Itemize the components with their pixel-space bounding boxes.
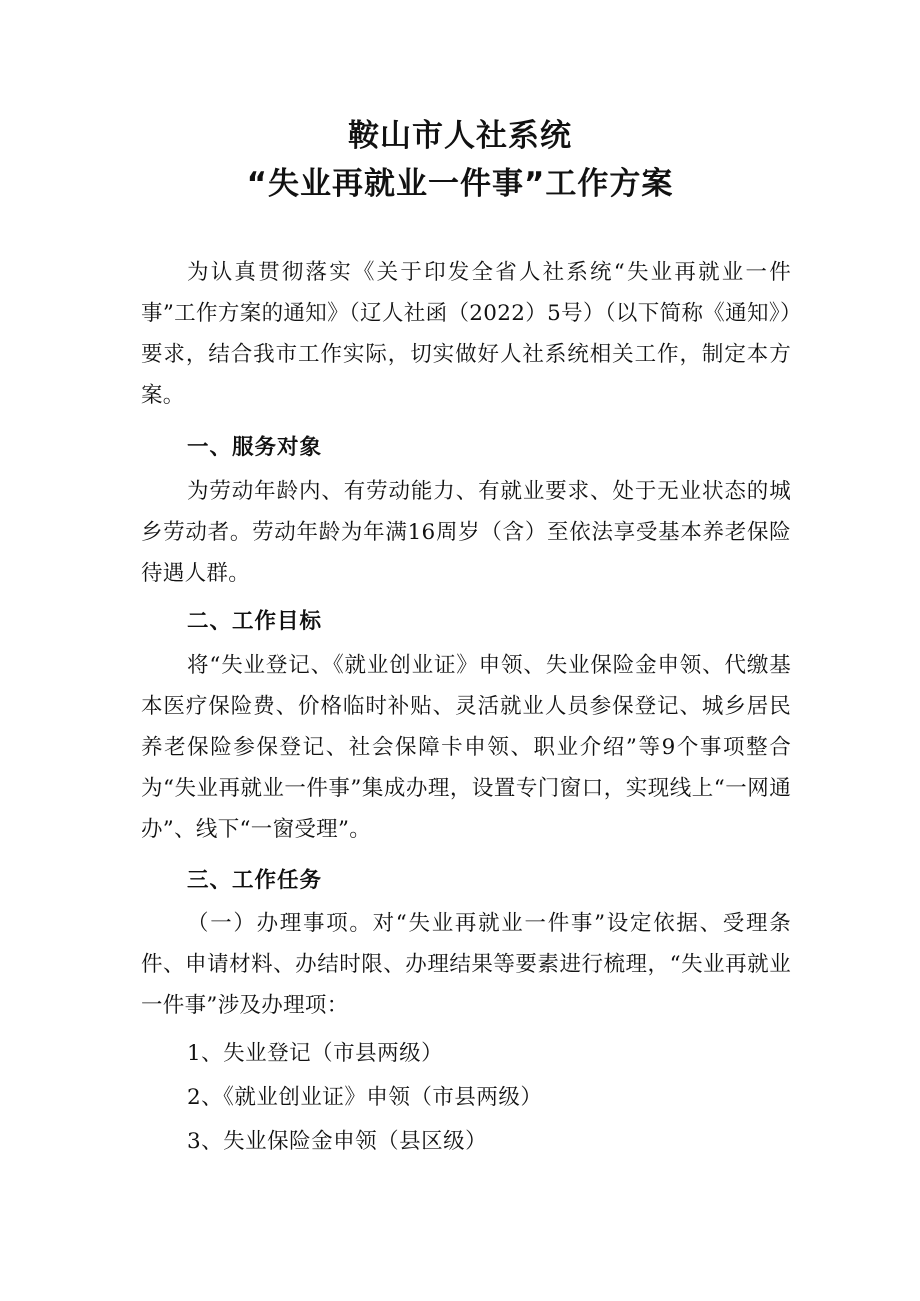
section-heading-service-target: 一、服务对象	[187, 435, 323, 460]
intro-paragraph: 为认真贯彻落实《关于印发全省人社系统“失业再就业一件事”工作方案的通知》（辽人社函（2022）5号）（以下简称《通知》）要求，结合我市工作实际，切实做好人社系统相关工作，制定本方案。	[141, 260, 791, 408]
document-title-line1: 鞍山市人社系统	[348, 118, 572, 154]
section-heading-work-tasks: 三、工作任务	[187, 868, 323, 893]
document-title-line2: “失业再就业一件事”工作方案	[246, 166, 674, 202]
section-heading-work-goal: 二、工作目标	[187, 609, 323, 634]
list-item: 3、失业保险金申领（县区级）	[187, 1129, 488, 1154]
list-item: 2、《就业创业证》申领（市县两级）	[187, 1085, 543, 1110]
section-paragraph-work-tasks: （一）办理事项。对“失业再就业一件事”设定依据、受理条件、申请材料、办结时限、办理结果等要素进行梳理，“失业再就业一件事”涉及办理项：	[141, 911, 791, 1018]
section-paragraph-service-target: 为劳动年龄内、有劳动能力、有就业要求、处于无业状态的城乡劳动者。劳动年龄为年满16周岁（含）至依法享受基本养老保险待遇人群。	[141, 479, 791, 586]
section-paragraph-work-goal: 将“失业登记、《就业创业证》申领、失业保险金申领、代缴基本医疗保险费、价格临时补贴、灵活就业人员参保登记、城乡居民养老保险参保登记、社会保障卡申领、职业介绍”等9个事项整合为“失业再就业一件事”集成办理，设置专门窗口，实现线上“一网通办”、线下“一窗受理”。	[141, 653, 791, 842]
list-item: 1、失业登记（市县两级）	[187, 1041, 444, 1066]
